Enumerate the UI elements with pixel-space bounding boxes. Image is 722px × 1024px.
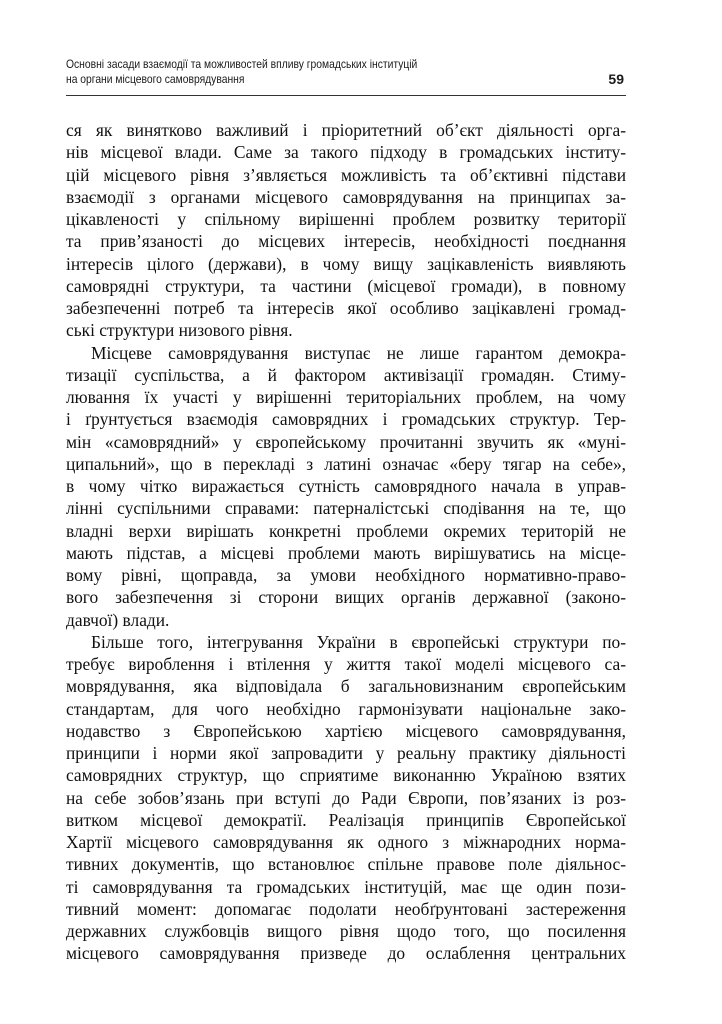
header-divider — [66, 95, 626, 96]
text-line: ся як винятково важливий і пріоритетний об’єкт діяльності орга- — [66, 120, 626, 140]
text-line: нодавство з Європейською хартією місцевого самоврядування, — [66, 720, 626, 741]
text-line: і ґрунтується взаємодія самоврядних і громадських структур. Тер- — [66, 409, 626, 430]
text-line: нів місцевої влади. Саме за такого підходу в громадських інститу- — [66, 142, 626, 163]
running-header-title — [66, 57, 479, 87]
text-line: давчої) влади. — [66, 609, 170, 630]
text-line: владні верхи вирішать конкретні проблеми окремих територій не — [66, 520, 626, 541]
text-line: витком місцевої демократії. Реалізація принципів Європейської — [66, 809, 626, 830]
running-header-title-line-2: на органи місцевого самоврядування — [66, 72, 245, 86]
body-text — [66, 119, 626, 965]
text-line: в чому чітко виражається сутність самоврядного начала в управ- — [66, 476, 626, 496]
text-line: вому рівні, щоправда, за умови необхідного нормативно-право- — [66, 565, 626, 585]
text-line: інтересів цілого (держави), в чому вищу зацікавленість виявляють — [66, 253, 626, 274]
text-line: требує вироблення і втілення у життя такої моделі місцевого са- — [66, 654, 626, 674]
page-number: 59 — [608, 71, 624, 87]
running-header — [66, 57, 626, 95]
text-line: самоврядних структур, що сприятиме виконанню Україною взятих — [66, 765, 626, 786]
text-line: тивних документів, що встановлює спільне правове поле діяльнос- — [66, 854, 626, 875]
text-line: лювання їх участі у вирішенні територіальних проблем, на чому — [66, 387, 626, 407]
text-line: Більше того, інтегрування України в європейські структури по- — [91, 631, 626, 652]
text-line: взаємодії з органами місцевого самоврядування на принципах за- — [66, 186, 626, 207]
text-line: Хартії місцевого самоврядування як одного з міжнародних норма- — [66, 832, 626, 852]
text-line: мін «самоврядний» у європейському прочитанні звучить як «муні- — [66, 431, 626, 452]
text-line: тивний момент: допомагає подолати необґрунтовані застереження — [66, 898, 626, 919]
text-line: цікавленості у спільному вирішенні проблем розвитку території — [66, 209, 626, 229]
text-line: самоврядні структури, та частини (місцевої громади), в повному — [66, 275, 626, 296]
text-line: місцевого самоврядування призведе до ослаблення центральних — [66, 943, 626, 964]
text-line: ські структури низового рівня. — [66, 320, 293, 341]
text-line: моврядування, яка відповідала б загальновизнаним європейським — [66, 676, 626, 697]
text-line: та прив’язаності до місцевих інтересів, необхідності поєднання — [66, 231, 626, 252]
text-line: державних службовців вищого рівня щодо того, що посилення — [66, 921, 626, 941]
text-line: цій місцевого рівня з’являється можливість та об’єктивні підстави — [66, 164, 626, 185]
text-line: вого забезпечення зі сторони вищих органів державної (законо- — [66, 587, 626, 608]
text-line: стандартам, для чого необхідно гармонізувати національне зако- — [66, 698, 626, 719]
text-line: на себе зобов’язань при вступі до Ради Європи, пов’язаних із роз- — [66, 787, 626, 808]
text-line: ті самоврядування та громадських інституцій, має ще один пози- — [66, 876, 626, 897]
text-line: забезпеченні потреб та інтересів якої особливо зацікавлені громад- — [66, 298, 626, 318]
text-line: ципальний», що в перекладі з латині означає «беру тягар на себе», — [66, 453, 626, 474]
text-line: лінні суспільними справами: патерналістські сподівання на те, що — [66, 498, 626, 519]
text-line: принципи і норми якої запровадити у реальну практику діяльності — [66, 743, 626, 763]
running-header-title-line-1: Основні засади взаємодії та можливостей впливу громадських інституцій — [66, 57, 418, 71]
text-line: мають підстав, а місцеві проблеми мають вирішуватись на місце- — [66, 542, 626, 563]
text-line: тизації суспільства, а й фактором активізації громадян. Стиму- — [66, 364, 626, 385]
text-line: Місцеве самоврядування виступає не лише гарантом демокра- — [91, 342, 626, 363]
